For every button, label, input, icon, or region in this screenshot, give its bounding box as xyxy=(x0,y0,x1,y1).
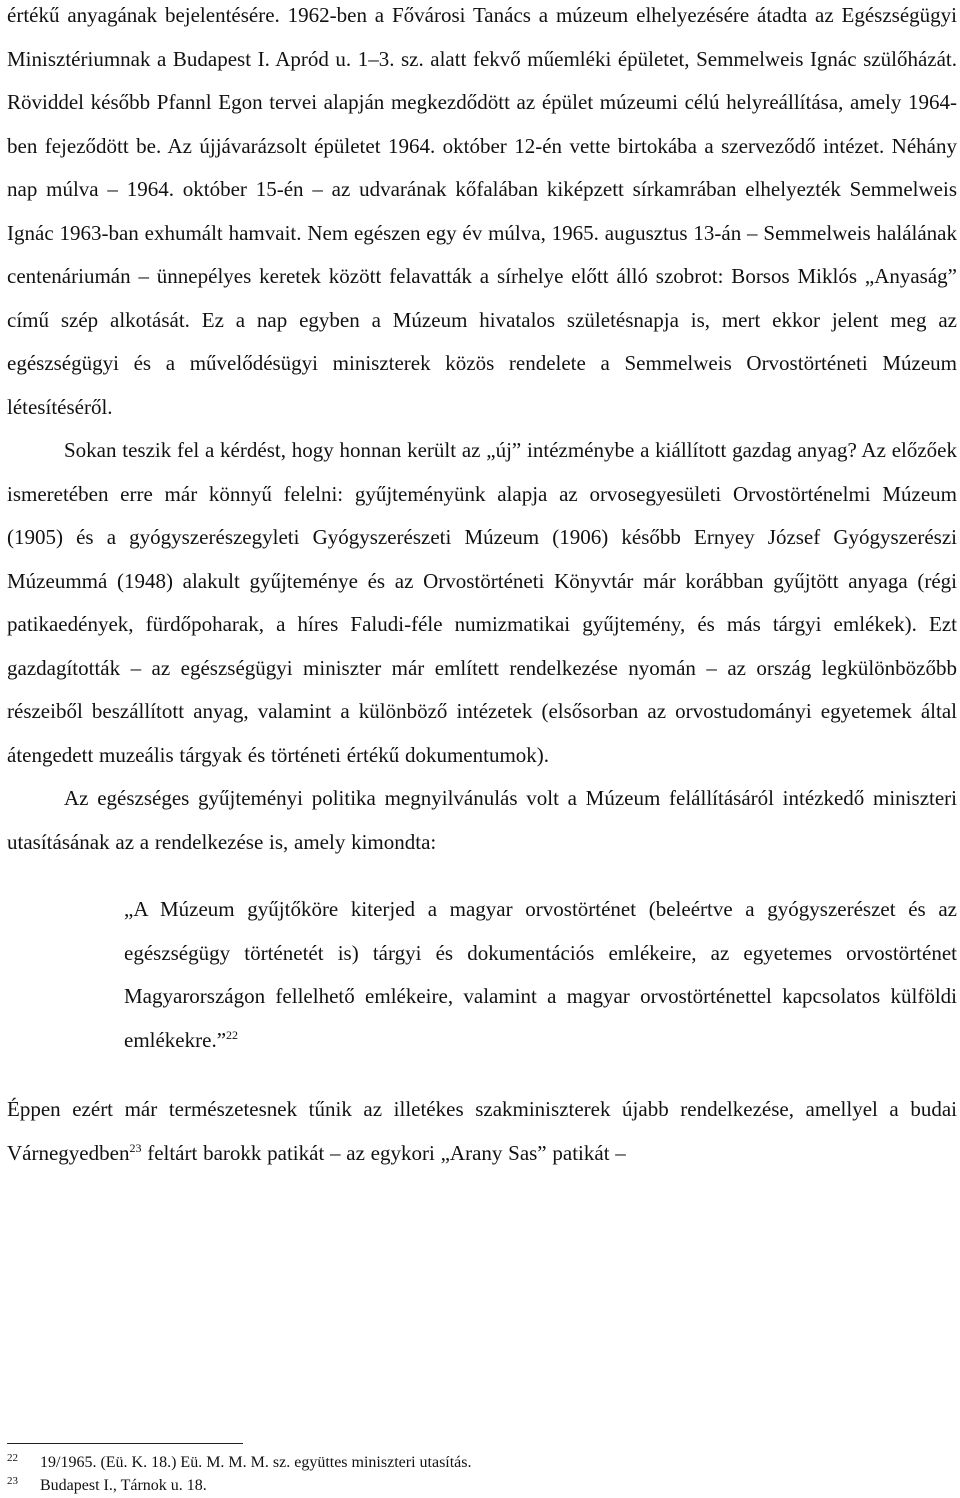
footnote-number: 22 xyxy=(7,1452,18,1464)
footnote-number: 23 xyxy=(7,1475,18,1487)
paragraph-pharmacy xyxy=(7,1088,957,1175)
footnote-22 xyxy=(7,1452,957,1475)
paragraph-collection-origin: Sokan teszik fel a kérdést, hogy honnan került az „új” intézménybe a kiállított gazdag anyag? Az előzőek ismeretében erre már könnyű felelni: gyűjteményünk alapja az orvosegyesületi Orvostörténelmi Múzeum (1905) és a gyógyszerészegyleti Gyógyszerészeti Múzeum (1906) később Ernyey József Gyógyszerészi Múzeummá (1948) alakult gyűjteménye és az Orvostörténeti Könyvtár már korábban gyűjtött anyaga (régi patikaedények, fürdőpoharak, a híres Faludi-féle numizmatikai gyűjtemény, és más tárgyi emlékek). Ezt gazdagították – az egészségügyi miniszter már említett rendelkezése nyomán – az ország legkülönbözőbb részeiből beszállított anyag, valamint a különböző intézetek (elsősorban az orvostudományi egyetemek által átengedett muzeális tárgyak és történeti értékű dokumentumok). xyxy=(7,438,957,767)
document-page xyxy=(7,0,957,1175)
footnote-ref-22: 22 xyxy=(226,1027,239,1042)
block-quote xyxy=(124,888,957,1062)
footnote-text: 19/1965. (Eü. K. 18.) Eü. M. M. M. sz. együttes miniszteri utasítás. xyxy=(40,1454,472,1471)
quote-text: „A Múzeum gyűjtőköre kiterjed a magyar orvostörténet (beleértve a gyógyszerészet és az egészségügy történetét is) tárgyi és dokumentációs emlékeire, az egyetemes orvostörténet Magyarországon fellelhető emlékeire, valamint a magyar orvostörténettel kapcsolatos külföldi emlékekre.” xyxy=(124,897,957,1052)
paragraph-museum-history: értékű anyagának bejelentésére. 1962-ben a Fővárosi Tanács a múzeum elhelyezésére átadta az Egészségügyi Minisztériumnak a Budapest I. Apród u. 1–3. sz. alatt fekvő műemléki épületet, Semmelweis Ignác szülőházát. Röviddel később Pfannl Egon tervei alapján megkezdődött az épület múzeumi célú helyreállítása, amely 1964-ben fejeződött be. Az újjávarázsolt épületet 1964. október 12-én vette birtokába a szerveződő intézet. Néhány nap múlva – 1964. október 15-én – az udvarának kőfalában kiképzett sírkamrában elhelyezték Semmelweis Ignác 1963-ban exhumált hamvait. Nem egészen egy év múlva, 1965. augusztus 13-án – Semmelweis halálának centenáriumán – ünnepélyes keretek között felavatták a sírhelye előtt álló szobrot: Borsos Miklós „Anyaság” című szép alkotását. Ez a nap egyben a Múzeum hivatalos születésnapja is, mert ekkor jelent meg az egészségügyi és a művelődésügyi miniszterek közös rendelete a Semmelweis Orvostörténeti Múzeum létesítéséről. xyxy=(7,3,957,419)
footnote-divider xyxy=(7,1443,243,1444)
paragraph-pharmacy-text-b: feltárt barokk patikát – az egykori „Arany Sas” patikát – xyxy=(141,1140,626,1165)
paragraph-pharmacy-text-a: Éppen ezért már természetesnek tűnik az illetékes szakminiszterek újabb rendelkezése, amellyel a budai Várnegyedben xyxy=(7,1097,957,1165)
paragraph-collection-policy: Az egészséges gyűjteményi politika megnyilvánulás volt a Múzeum felállításáról intézkedő miniszteri utasításának az a rendelkezése is, amely kimondta: xyxy=(7,786,957,854)
footnote-23 xyxy=(7,1475,957,1498)
footnote-text: Budapest I., Tárnok u. 18. xyxy=(40,1477,207,1494)
footnotes xyxy=(7,1452,957,1498)
footnote-ref-23: 23 xyxy=(129,1140,142,1155)
